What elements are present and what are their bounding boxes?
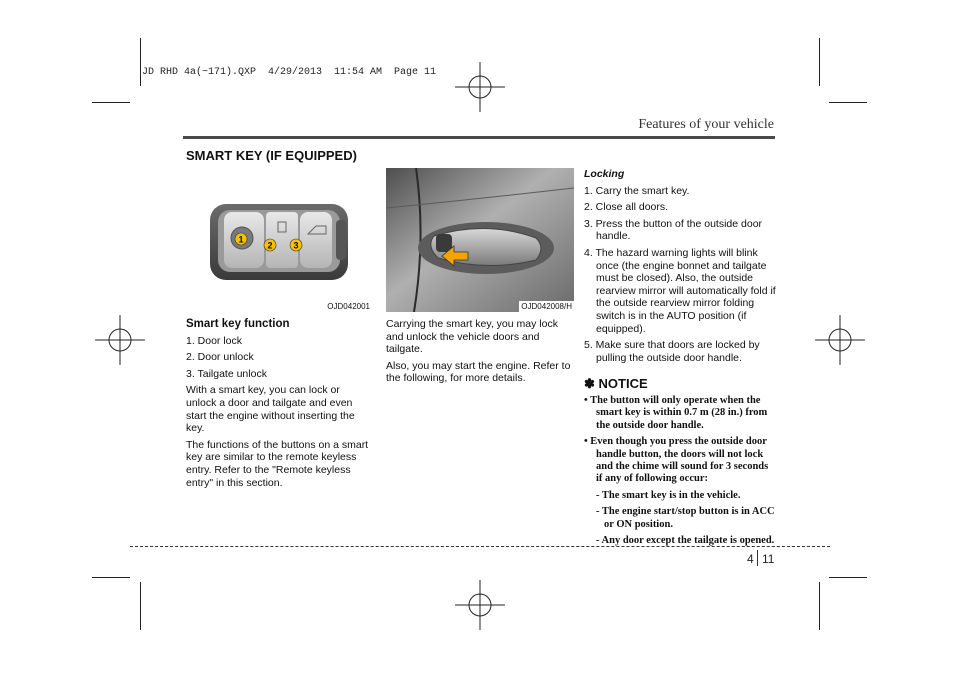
notice-sub-item: - The engine start/stop button is in ACC or ON position. — [596, 506, 775, 530]
footer-page-number: 11 — [762, 552, 775, 566]
notice-title: ✽ NOTICE — [584, 376, 648, 392]
left-column — [186, 318, 372, 493]
list-item: 1. Door lock — [186, 334, 243, 347]
locking-heading: Locking — [584, 168, 625, 180]
right-column — [584, 168, 776, 551]
door-handle-illustration — [386, 168, 574, 312]
smart-key-figure — [186, 168, 372, 312]
figure-code-door: OJD042008/H — [521, 302, 572, 311]
paragraph: The functions of the buttons on a smart key are similar to the remote keyless entry. Refer to the "Remote keyless entry" in this section. — [186, 438, 369, 489]
key-button-label-3: 3 — [293, 240, 299, 251]
notice-sub-item: - The smart key is in the vehicle. — [596, 489, 741, 501]
locking-step: 4. The hazard warning lights will blink once (the engine bonnet and tailgate must be closed). Also, the outside rearview mirror will automatically fold if the outside rearview mirror folding switch is in the AUTO position (if equipped). — [584, 246, 776, 335]
print-slug: JD RHD 4a(~171).QXP 4/29/2013 11:54 AM Page 11 — [142, 67, 437, 78]
locking-step: 2. Close all doors. — [584, 201, 669, 214]
door-handle-figure — [386, 168, 574, 312]
smart-key-function-heading: Smart key function — [186, 318, 290, 330]
key-button-label-1: 1 — [238, 234, 244, 245]
paragraph: With a smart key, you can lock or unlock a door and tailgate and even start the engine without inserting the key. — [186, 384, 355, 435]
smart-key-illustration — [186, 168, 372, 312]
key-button-label-2: 2 — [267, 240, 273, 251]
header-rule — [183, 136, 775, 139]
figure-code-key: OJD042001 — [327, 302, 370, 311]
notice-bullet: • The button will only operate when the smart key is within 0.7 m (28 in.) from the outside door handle. — [584, 394, 768, 431]
notice-box — [584, 378, 776, 547]
list-item: 3. Tailgate unlock — [186, 367, 267, 380]
locking-step: 1. Carry the smart key. — [584, 184, 690, 197]
registration-mark-left — [95, 315, 145, 365]
registration-mark-right — [815, 315, 865, 365]
middle-column — [386, 318, 576, 389]
section-title: SMART KEY (IF EQUIPPED) — [186, 148, 357, 163]
header-title: Features of your vehicle — [638, 117, 774, 132]
notice-sub-item: - Any door except the tailgate is opened. — [596, 534, 775, 546]
footer-rule — [130, 546, 830, 547]
paragraph: Also, you may start the engine. Refer to the following, for more details. — [386, 359, 571, 385]
paragraph: Carrying the smart key, you may lock and unlock the vehicle doors and tailgate. — [386, 318, 558, 356]
notice-bullet: • Even though you press the outside door handle button, the doors will not lock and the chime will sound for 3 seconds if any of following occur: — [584, 436, 769, 485]
locking-step: 3. Press the button of the outside door handle. — [584, 217, 763, 243]
locking-step: 5. Make sure that doors are locked by pulling the outside door handle. — [584, 339, 760, 364]
registration-mark-bottom — [455, 580, 505, 630]
notice-icon: ✽ — [584, 376, 595, 392]
registration-mark-top — [455, 62, 505, 112]
footer-divider — [757, 550, 758, 566]
footer-chapter: 4 — [747, 552, 754, 566]
list-item: 2. Door unlock — [186, 351, 254, 364]
